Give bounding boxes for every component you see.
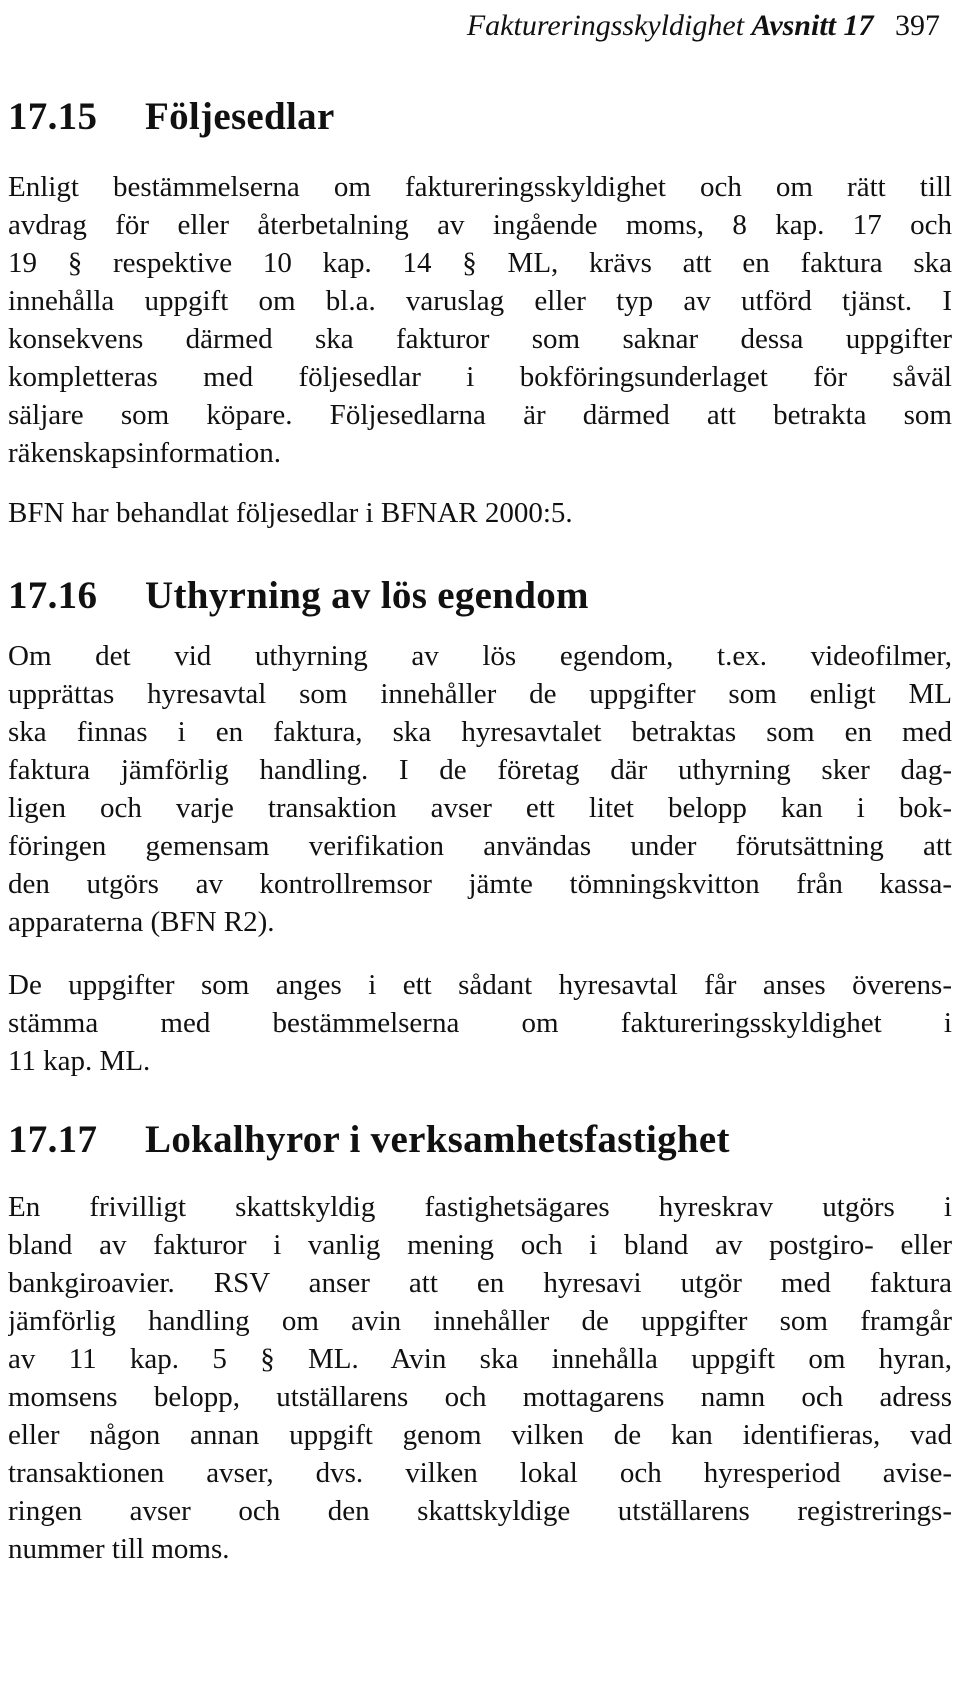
text-line: konsekvens därmed ska fakturor som saknar dessa uppgifter — [8, 323, 952, 355]
text-line: avdrag för eller återbetalning av ingående moms, 8 kap. 17 och — [8, 209, 952, 241]
text-line: ligen och varje transaktion avser ett litet belopp kan i bok- — [8, 792, 952, 824]
text-line: innehålla uppgift om bl.a. varuslag eller typ av utförd tjänst. I — [8, 285, 952, 317]
text-line: De uppgifter som anges i ett sådant hyresavtal får anses överens- — [8, 969, 952, 1001]
text-line: apparaterna (BFN R2). — [8, 906, 275, 938]
section-number: 17.15 — [8, 95, 98, 138]
text-line: transaktionen avser, dvs. vilken lokal och hyresperiod avise- — [8, 1457, 952, 1489]
text-line: nummer till moms. — [8, 1533, 230, 1565]
running-header — [240, 6, 940, 46]
text-line: den utgörs av kontrollremsor jämte tömningskvitton från kassa- — [8, 868, 952, 900]
text-line: ringen avser och den skattskyldige utställarens registrerings- — [8, 1495, 952, 1527]
text-line: stämma med bestämmelserna om faktureringsskyldighet i — [8, 1007, 952, 1039]
text-line: momsens belopp, utställarens och mottagarens namn och adress — [8, 1381, 952, 1413]
section-heading-17-17 — [8, 1116, 730, 1164]
text-line: föringen gemensam verifikation användas under förutsättning att — [8, 830, 952, 862]
paragraph — [8, 966, 952, 1080]
text-line: ska finnas i en faktura, ska hyresavtalet betraktas som en med — [8, 716, 952, 748]
section-title: Lokalhyror i verksamhetsfastighet — [145, 1118, 730, 1161]
text-line: BFN har behandlat följesedlar i BFNAR 2000:5. — [8, 497, 573, 529]
section-number: 17.16 — [8, 574, 98, 617]
text-line: jämförlig handling om avin innehåller de uppgifter som framgår — [8, 1305, 952, 1337]
text-line: eller någon annan uppgift genom vilken de kan identifieras, vad — [8, 1419, 952, 1451]
text-line: Enligt bestämmelserna om faktureringsskyldighet och om rätt till — [8, 171, 952, 203]
section-title: Följesedlar — [145, 95, 335, 138]
section-label: Avsnitt 17 — [751, 9, 874, 42]
page-number: 397 — [895, 9, 940, 42]
text-line: av 11 kap. 5 § ML. Avin ska innehålla uppgift om hyran, — [8, 1343, 952, 1375]
text-line: Om det vid uthyrning av lös egendom, t.ex. videofilmer, — [8, 640, 952, 672]
text-line: säljare som köpare. Följesedlarna är därmed att betrakta som — [8, 399, 952, 431]
paragraph — [8, 637, 952, 941]
text-line: 19 § respektive 10 kap. 14 § ML, krävs att en faktura ska — [8, 247, 952, 279]
text-line: faktura jämförlig handling. I de företag där uthyrning sker dag- — [8, 754, 952, 786]
text-line: upprättas hyresavtal som innehåller de uppgifter som enligt ML — [8, 678, 952, 710]
section-heading-17-16 — [8, 572, 589, 620]
paragraph — [8, 1188, 952, 1568]
section-heading-17-15 — [8, 93, 335, 141]
text-line: bankgiroavier. RSV anser att en hyresavi utgör med faktura — [8, 1267, 952, 1299]
text-line: En frivilligt skattskyldig fastighetsägares hyreskrav utgörs i — [8, 1191, 952, 1223]
section-number: 17.17 — [8, 1118, 98, 1161]
paragraph — [8, 168, 952, 472]
paragraph — [8, 494, 952, 532]
text-line: kompletteras med följesedlar i bokföringsunderlaget för såväl — [8, 361, 952, 393]
text-line: 11 kap. ML. — [8, 1045, 151, 1077]
text-line: räkenskapsinformation. — [8, 437, 282, 469]
text-line: bland av fakturor i vanlig mening och i bland av postgiro- eller — [8, 1229, 952, 1261]
section-title: Uthyrning av lös egendom — [145, 574, 589, 617]
running-title: Faktureringsskyldighet — [466, 9, 745, 42]
